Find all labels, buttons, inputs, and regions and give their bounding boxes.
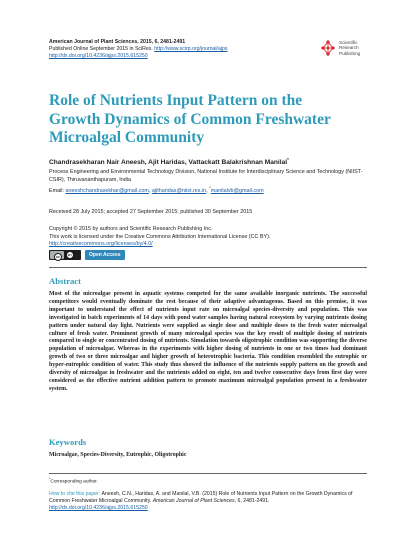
corresponding-author-mark: * [287,157,289,162]
footnote-text: Corresponding author. [50,479,98,485]
published-prefix: Published Online September 2015 in SciRes. [49,46,153,52]
publication-dates: Received 28 July 2015; accepted 27 September 2015; published 30 September 2015 [49,209,253,215]
journal-header [49,39,299,60]
citation-label: How to cite this paper: [49,491,101,497]
section-divider [49,267,367,268]
license-block [49,226,367,249]
affiliation-block [49,168,367,195]
license-text: This work is licensed under the Creative Commons Attribution International License (CC BY). [49,233,271,240]
email-label: Email: [49,187,64,194]
author-list [49,157,289,166]
logo-line: Scientific [339,40,358,45]
cc-by-badge[interactable] [49,250,81,260]
logo-line: Research [339,45,359,51]
by-icon: BY [67,252,73,257]
citation-journal: American Journal of Plant Sciences [152,498,235,505]
email-link[interactable]: ajitharidas@niist.res.in [151,187,207,194]
logo-line: Publishing [339,50,361,56]
article-title: Role of Nutrients Input Pattern on the Growth Dynamics of Common Freshwater Microalgal Community [49,92,331,146]
footnote [49,477,98,485]
footnote-divider [49,473,367,474]
abstract-heading: Abstract [49,276,81,286]
email-link[interactable]: aneeshchandrasekhar@gmail.com [65,187,149,194]
cc-badge-left [50,251,64,259]
license-link[interactable]: http://creativecommons.org/licenses/by/4.0/ [49,241,153,248]
open-access-badge[interactable]: Open Access [85,250,125,260]
publisher-logo [320,38,380,62]
publisher-logo-icon [320,40,336,56]
publisher-logo-text [339,40,360,56]
citation-volume: , 6, 2481-2491. [234,498,270,505]
cc-icon: cc [54,253,62,261]
doi-line [49,53,299,60]
citation-text: Aneesh, C.N., Haridas, A. and Manilal, V.B. (2015) Role of Nutrients Input Pattern on the Growth Dynamics of Common Freshwater Microalgal Community. [49,491,353,505]
footnote-mark: * [49,477,51,481]
email-line: Email: aneeshchandrasekhar@gmail.com, ajitharidas@niist.res.in, *manilalvb@gmail.com [49,185,264,194]
corresponding-email-mark: * [209,185,211,190]
citation-block [49,491,367,513]
journal-citation-line: American Journal of Plant Sciences, 2015, 6, 2481-2491 [49,39,186,45]
citation-doi-link[interactable]: http://dx.doi.org/10.4236/ajps.2015.615250 [49,505,148,512]
copyright-text: Copyright © 2015 by authors and Scientific Research Publishing Inc. [49,226,213,232]
affiliation: Process Engineering and Environmental Technology Division, National Institute for Interdisciplinary Science and Technology (NIIST-CSIR), Thiruvananthapuram, India [49,169,363,183]
email-link[interactable]: manilalvb@gmail.com [210,187,264,194]
journal-link[interactable]: http://www.scirp.org/journal/ajps [154,46,228,52]
keywords-heading: Keywords [49,437,87,447]
keywords-text: Microalgae, Species-Diversity, Eutrophic, Oligotrophic [49,452,187,458]
abstract-text: Most of the microalgae present in aquatic systems competed for the same available inorganic nutrients. The successful competitors would eventually dominate the rest because of their adaptive advantageous. Based on this premise, it was important to understand the effect of nutrients input rate on microalgal species-diversity and population. This was investigated in batch experiments of 14 days with pond water samples having natural ecosystem by varying nutrients dosing pattern under natural day light. Nutrients were supplied as single dose and multiple doses to the fresh water microalgal culture of fresh water. Prominent growth of many microalgal species was the key result of multiple dosing of nutrients compared to single or concentrated dosing of nutrients. Simulation towards oligotrophic condition was supporting the diverse population of microalgae. Whereas in the experiments with higher dosing of nutrients in one or two times had dominant growth of two or three microalgae and higher growth of heterotrophic bacteria. This condition resembled the eutrophic or hyper-eutrophic condition of water. This study thus showed the influence of the nutrients supply pattern on the growth and diversity of microalgae in freshwater and the nutrients added on eight, ten and twelve consecutive days from first day were considered as the effective nutrient addition pattern to promote maximum microalgal population present in a freshwater system. [49,291,367,392]
doi-link[interactable]: http://dx.doi.org/10.4236/ajps.2015.615250 [49,53,148,59]
published-line [49,46,299,53]
authors-text: Chandrasekharan Nair Aneesh, Ajit Haridas, Vattackatt Balakrishnan Manilal [49,159,288,167]
